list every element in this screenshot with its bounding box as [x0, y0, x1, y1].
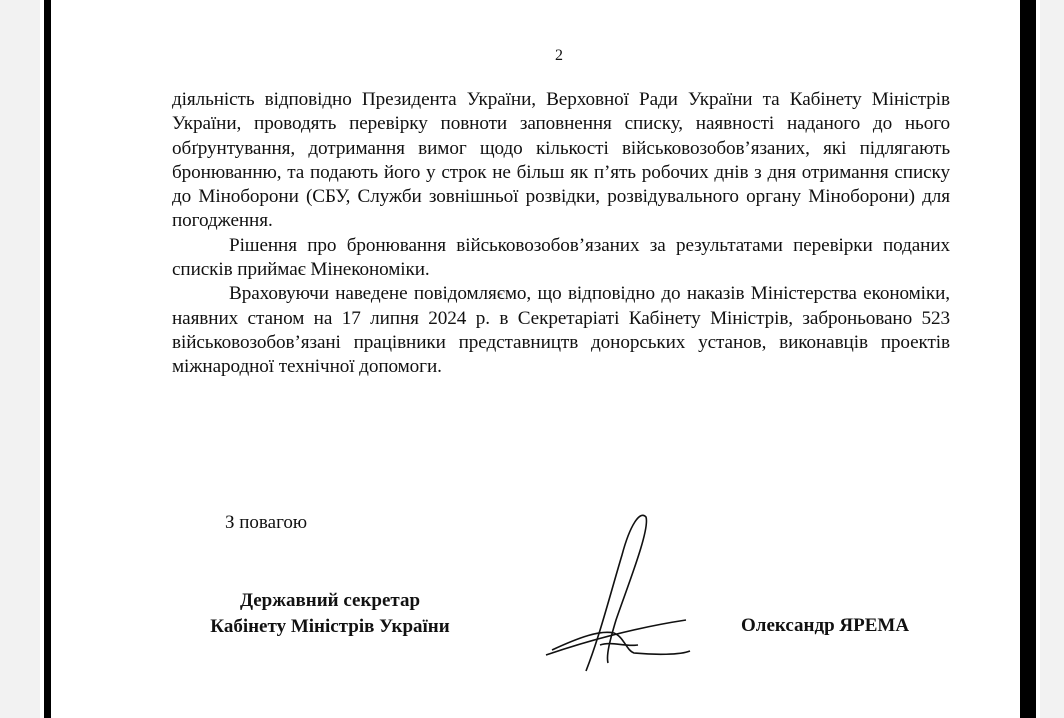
position-line-2: Кабінету Міністрів України: [210, 616, 450, 637]
closing-phrase: З повагою: [225, 512, 308, 533]
signatory-position: [180, 588, 480, 640]
position-line-1: Державний секретар: [239, 590, 421, 611]
page-number: 2: [555, 47, 563, 64]
signature-icon: [530, 505, 730, 685]
scan-border-right: [1020, 0, 1036, 718]
paragraph-decision: Рішення про бронювання військовозобов’язаних за результатами перевірки поданих списків приймає Мінекономіки.: [172, 234, 950, 281]
paragraph-continuation: діяльність відповідно Президента України, Верховної Ради України та Кабінету Міністрів України, проводять перевірку повноти заповнення списку, наявності наданого до нього обґрунтування, дотримання вимог щодо кількості військовозобов’язаних, які підлягають бронюванню, та подають його у строк не більш як п’ять робочих днів з дня отримання списку до Міноборони (СБУ, Служби зовнішньої розвідки, розвідувального органу Міноборони) для погодження.: [172, 89, 950, 232]
signatory-name: Олександр ЯРЕМА: [741, 615, 910, 636]
letter-body: [172, 88, 950, 380]
paragraph-summary: Враховуючи наведене повідомляємо, що відповідно до наказів Міністерства економіки, наявних станом на 17 липня 2024 р. в Секретаріаті Кабінету Міністрів, заброньовано 523 військовозобов’язані працівники представництв донорських установ, виконавців проектів міжнародної технічної допомоги.: [172, 283, 950, 378]
scan-margin-right: [1036, 0, 1040, 718]
scan-border-left: [44, 0, 51, 718]
